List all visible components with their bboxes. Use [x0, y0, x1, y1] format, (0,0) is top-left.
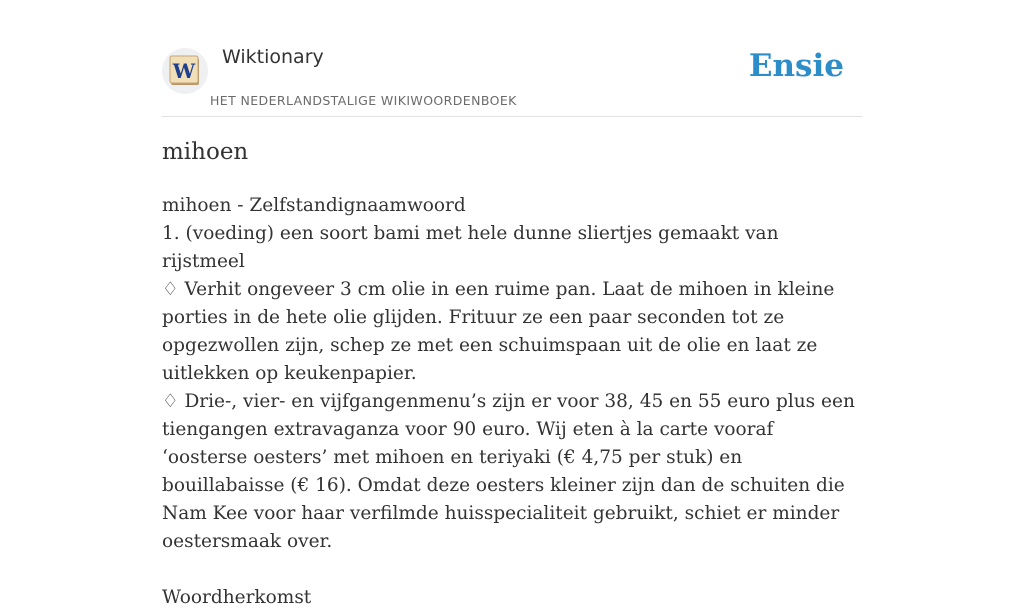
entry-content	[162, 192, 862, 612]
example-sentence: ♢ Verhit ongeveer 3 cm olie in een ruime pan. Laat de mihoen in kleine porties in de hete olie glijden. Frituur ze een paar seconden tot ze opgezwollen zijn, schep ze met een schuimspaan uit de olie en laat ze uitlekken op keukenpapier.	[162, 279, 835, 384]
site-name[interactable]: Wiktionary	[222, 46, 324, 68]
site-tagline: HET NEDERLANDSTALIGE WIKIWOORDENBOEK	[210, 93, 517, 108]
section-spacer	[162, 556, 862, 584]
word-class-line: mihoen - Zelfstandignaamwoord	[162, 195, 466, 216]
site-header	[162, 44, 862, 117]
example-sentence: ♢ Drie-, vier- en vijfgangenmenu’s zijn er voor 38, 45 en 55 euro plus een tiengangen extravaganza voor 90 euro. Wij eten à la carte vooraf ‘oosterse oesters’ met mihoen en teriyaki (€ 4,75 per stuk) en bouillabaisse (€ 16). Omdat deze oesters kleiner zijn dan de schuiten die Nam Kee voor haar verfilmde huisspecialiteit gebruikt, schiet er minder oestersmaak over.	[162, 391, 855, 552]
definition: 1. (voeding) een soort bami met hele dunne sliertjes gemaakt van rijstmeel	[162, 223, 779, 272]
wiktionary-logo[interactable]	[162, 48, 208, 94]
logo-letter: W	[172, 59, 196, 83]
section-heading-etymology: Woordherkomst	[162, 587, 312, 608]
wiktionary-tile-icon	[168, 54, 202, 88]
ensie-logo-link[interactable]: Ensie	[748, 48, 844, 84]
page-title: mihoen	[162, 139, 249, 165]
